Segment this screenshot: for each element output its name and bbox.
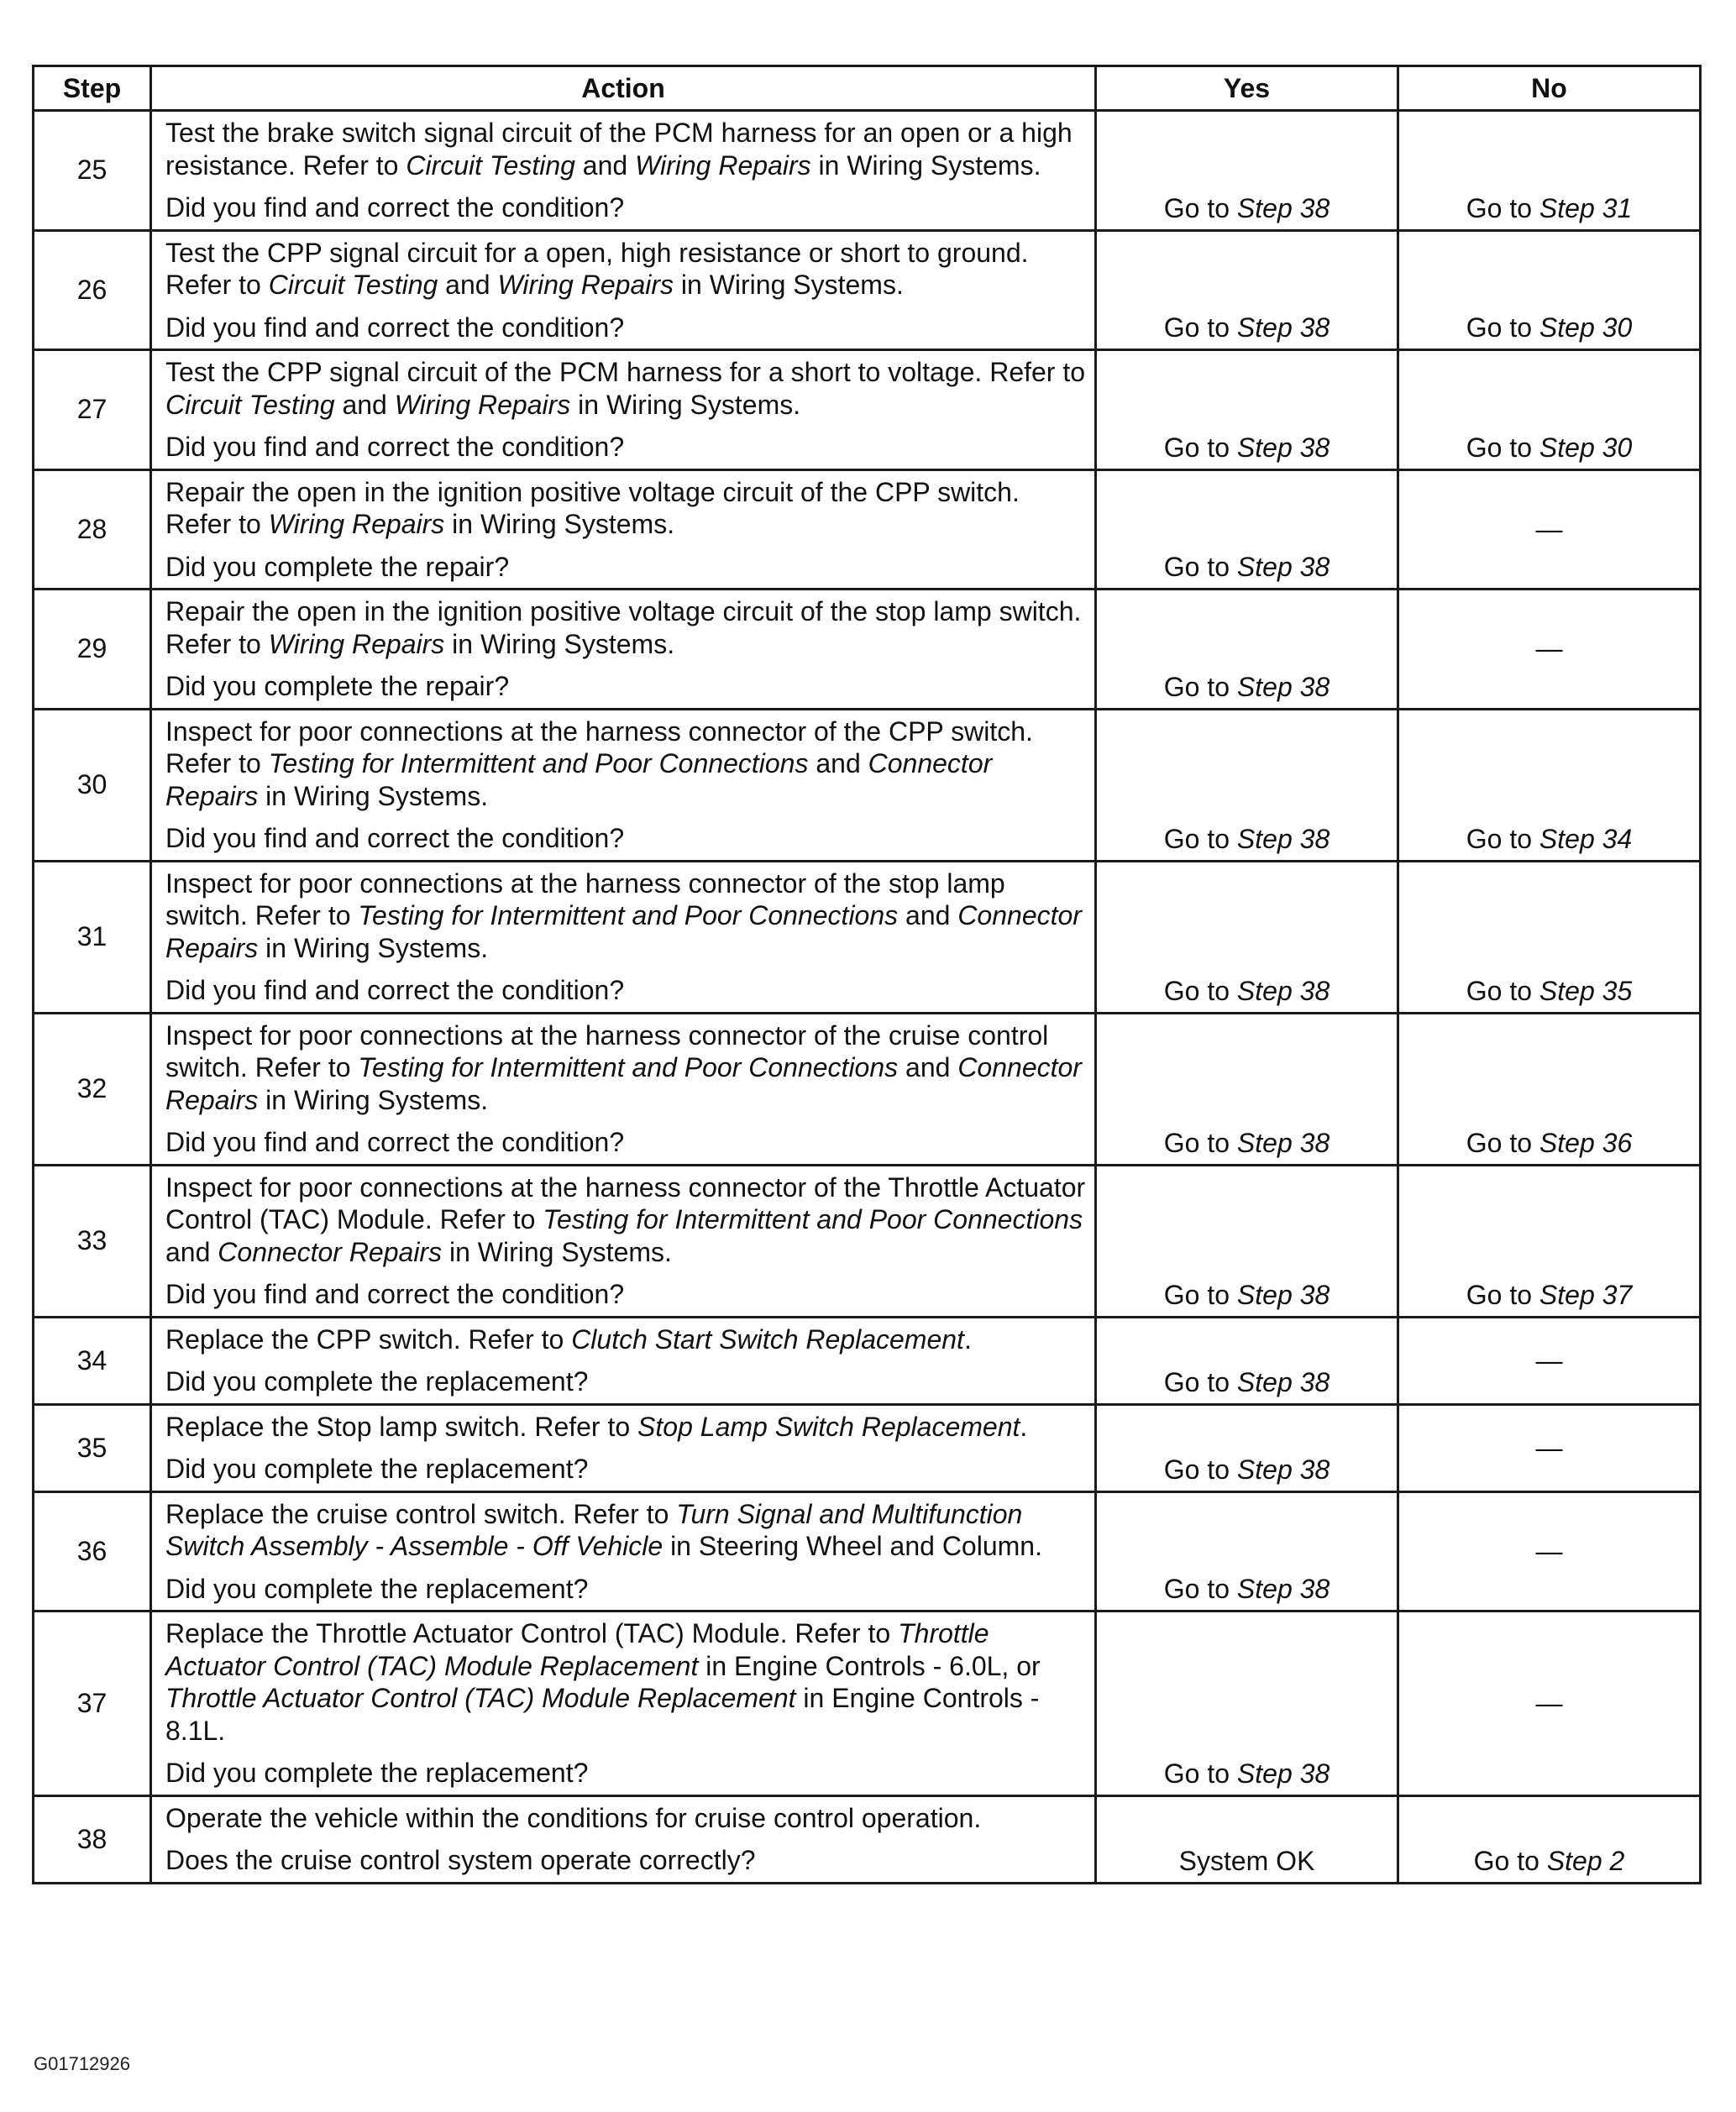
yes-result-text: Go to — [1163, 192, 1237, 223]
yes-result — [1096, 111, 1398, 231]
diagnostic-table — [32, 65, 1702, 1884]
action-text-segment: Replace the CPP switch. Refer to — [165, 1323, 572, 1355]
yes-result-text: Go to — [1163, 1279, 1237, 1310]
yes-result — [1096, 1165, 1398, 1317]
dash-marker: — — [1535, 1344, 1563, 1376]
step-link[interactable]: Step 38 — [1236, 312, 1330, 343]
action-text-segment: in Engine Controls - 6.0L, or — [698, 1650, 1041, 1681]
action-text-segment: and — [898, 1052, 958, 1082]
step-link[interactable]: Step 31 — [1539, 192, 1633, 223]
no-result-text: Go to — [1466, 1127, 1539, 1158]
action-text — [165, 1019, 1088, 1117]
action-cell — [151, 230, 1096, 350]
yes-result-text: Go to — [1163, 552, 1237, 582]
table-body — [34, 111, 1701, 1884]
no-result — [1398, 1404, 1701, 1491]
step-link[interactable]: Step 38 — [1236, 432, 1330, 463]
step-link[interactable]: Step 37 — [1539, 1279, 1633, 1310]
action-cell — [151, 1165, 1096, 1317]
step-number: 27 — [34, 350, 151, 470]
step-link[interactable]: Step 38 — [1236, 1127, 1330, 1158]
step-number: 25 — [34, 111, 151, 231]
no-result — [1398, 1165, 1701, 1317]
action-text — [165, 867, 1088, 965]
table-row — [34, 230, 1701, 350]
reference-link[interactable]: Connector Repairs — [165, 748, 993, 811]
action-question: Did you complete the replacement? — [165, 1758, 589, 1788]
action-text-segment: Operate the vehicle within the conditions for cruise control operation. — [165, 1802, 982, 1833]
action-text — [165, 356, 1088, 421]
step-link[interactable]: Step 38 — [1236, 671, 1330, 702]
reference-link[interactable]: Circuit Testing — [406, 149, 575, 181]
yes-result-text: Go to — [1163, 312, 1237, 343]
reference-link[interactable]: Connector Repairs — [218, 1236, 443, 1267]
table-row — [34, 1795, 1701, 1883]
step-link[interactable]: Step 38 — [1236, 1366, 1330, 1397]
step-link[interactable]: Step 30 — [1539, 432, 1633, 463]
yes-result — [1096, 1317, 1398, 1404]
step-number: 29 — [34, 590, 151, 710]
no-result-text: Go to — [1466, 432, 1539, 463]
action-cell — [151, 1404, 1096, 1491]
yes-result-text: Go to — [1163, 432, 1237, 463]
no-result — [1398, 709, 1701, 861]
action-text — [165, 1617, 1088, 1747]
yes-result-text: Go to — [1163, 1574, 1237, 1604]
action-text — [165, 1498, 1088, 1563]
step-number: 36 — [34, 1491, 151, 1612]
action-text — [165, 715, 1088, 813]
no-result — [1398, 350, 1701, 470]
yes-result-text: Go to — [1163, 975, 1237, 1006]
action-text-segment: Test the CPP signal circuit for a open, high resistance or short to ground. Refer to — [165, 237, 1029, 300]
reference-link[interactable]: Circuit Testing — [268, 270, 438, 300]
reference-link[interactable]: Testing for Intermittent and Poor Connections — [358, 900, 899, 930]
reference-link[interactable]: Wiring Repairs — [268, 509, 445, 539]
header-action: Action — [151, 66, 1096, 111]
step-link[interactable]: Step 38 — [1236, 1454, 1330, 1485]
no-result-text: Go to — [1466, 192, 1539, 223]
no-result — [1398, 1795, 1701, 1883]
action-text-segment: Inspect for poor connections at the harness connector of the CPP switch. Refer to — [165, 715, 1033, 778]
reference-link[interactable]: Connector Repairs — [165, 900, 1082, 963]
step-link[interactable]: Step 38 — [1236, 552, 1330, 582]
action-text — [165, 595, 1088, 660]
no-result — [1398, 469, 1701, 590]
action-text-segment: in Wiring Systems. — [570, 389, 801, 420]
table-row — [34, 1612, 1701, 1796]
action-text-segment: Replace the Throttle Actuator Control (TAC) Module. Refer to — [165, 1618, 899, 1648]
action-text-segment: in Wiring Systems. — [258, 780, 489, 811]
yes-result — [1096, 1795, 1398, 1883]
action-text-segment: in Engine Controls - 8.1L. — [165, 1683, 1040, 1746]
no-result — [1398, 111, 1701, 231]
step-number: 37 — [34, 1612, 151, 1796]
step-link[interactable]: Step 38 — [1236, 975, 1330, 1006]
yes-result — [1096, 1013, 1398, 1165]
action-text-segment: Test the CPP signal circuit of the PCM harness for a short to voltage. Refer to — [165, 357, 1086, 387]
action-text-segment: in Steering Wheel and Column. — [663, 1531, 1042, 1561]
reference-link[interactable]: Testing for Intermittent and Poor Connections — [543, 1204, 1083, 1234]
no-result-text: Go to — [1473, 1845, 1547, 1876]
step-link[interactable]: Step 34 — [1539, 823, 1633, 854]
dash-marker: — — [1535, 1687, 1563, 1718]
reference-link[interactable]: Connector Repairs — [165, 1052, 1082, 1115]
dash-marker: — — [1535, 633, 1563, 664]
reference-link[interactable]: Wiring Repairs — [635, 149, 811, 181]
yes-result — [1096, 861, 1398, 1013]
step-number: 26 — [34, 230, 151, 350]
action-text-segment: Inspect for poor connections at the harness connector of the stop lamp switch. Refer to — [165, 867, 1005, 930]
action-question: Did you find and correct the condition? — [165, 1279, 625, 1309]
action-question: Does the cruise control system operate correctly? — [165, 1845, 756, 1875]
reference-link[interactable]: Clutch Start Switch Replacement — [571, 1323, 964, 1355]
action-text-segment: in Wiring Systems. — [258, 932, 489, 963]
action-cell — [151, 350, 1096, 470]
reference-link[interactable]: Throttle Actuator Control (TAC) Module Replacement — [165, 1618, 989, 1681]
action-text-segment: . — [1020, 1411, 1028, 1442]
action-text — [165, 1323, 1088, 1356]
reference-link[interactable]: Throttle Actuator Control (TAC) Module Replacement — [165, 1683, 796, 1713]
no-result-text: Go to — [1466, 312, 1539, 343]
step-link[interactable]: Step 38 — [1236, 823, 1330, 854]
action-cell — [151, 469, 1096, 590]
no-result — [1398, 1491, 1701, 1612]
action-question: Did you find and correct the condition? — [165, 823, 625, 853]
yes-result-text: Go to — [1163, 1366, 1237, 1397]
action-text-segment: Replace the cruise control switch. Refer to — [165, 1498, 677, 1529]
yes-result — [1096, 230, 1398, 350]
table-row — [34, 590, 1701, 710]
table-row — [34, 709, 1701, 861]
yes-result — [1096, 590, 1398, 710]
step-number: 33 — [34, 1165, 151, 1317]
action-cell — [151, 1491, 1096, 1612]
action-text — [165, 117, 1088, 181]
action-text-segment: in Wiring Systems. — [810, 149, 1041, 181]
action-question: Did you find and correct the condition? — [165, 432, 625, 462]
action-text-segment: and — [334, 389, 395, 420]
yes-result-text: Go to — [1163, 1127, 1237, 1158]
table-row — [34, 350, 1701, 470]
action-question: Did you complete the replacement? — [165, 1454, 589, 1484]
table-header-row — [34, 66, 1701, 111]
yes-result — [1096, 1491, 1398, 1612]
yes-result-text: System OK — [1178, 1845, 1315, 1876]
header-no: No — [1398, 66, 1701, 111]
action-question: Did you complete the repair? — [165, 671, 510, 701]
table-row — [34, 1165, 1701, 1317]
no-result — [1398, 230, 1701, 350]
table-row — [34, 1013, 1701, 1165]
action-question: Did you complete the replacement? — [165, 1573, 589, 1604]
step-number: 28 — [34, 469, 151, 590]
action-cell — [151, 1612, 1096, 1796]
step-link[interactable]: Step 38 — [1236, 1758, 1330, 1789]
table-row — [34, 1317, 1701, 1404]
action-text-segment: Repair the open in the ignition positive voltage circuit of the CPP switch. Refer to — [165, 476, 1020, 539]
step-link[interactable]: Step 35 — [1539, 975, 1633, 1006]
action-cell — [151, 590, 1096, 710]
reference-link[interactable]: Wiring Repairs — [268, 628, 445, 659]
action-text-segment: in Wiring Systems. — [444, 509, 675, 539]
action-question: Did you find and correct the condition? — [165, 192, 625, 223]
no-result — [1398, 861, 1701, 1013]
yes-result-text: Go to — [1163, 1454, 1237, 1485]
reference-link[interactable]: Testing for Intermittent and Poor Connections — [358, 1052, 899, 1082]
yes-result — [1096, 1612, 1398, 1796]
dash-marker: — — [1535, 513, 1563, 544]
dash-marker: — — [1535, 1432, 1563, 1463]
no-result — [1398, 1013, 1701, 1165]
step-link[interactable]: Step 38 — [1236, 192, 1330, 223]
step-number: 34 — [34, 1317, 151, 1404]
action-text — [165, 476, 1088, 541]
action-text-segment: and — [438, 270, 498, 300]
table-row — [34, 111, 1701, 231]
reference-link[interactable]: Wiring Repairs — [497, 270, 674, 300]
table-row — [34, 469, 1701, 590]
action-text-segment: and — [574, 149, 636, 181]
action-text — [165, 237, 1088, 301]
action-question: Did you complete the repair? — [165, 551, 510, 582]
action-text-segment: in Wiring Systems. — [442, 1236, 672, 1267]
action-cell — [151, 1795, 1096, 1883]
yes-result — [1096, 709, 1398, 861]
action-text-segment: . — [963, 1323, 972, 1355]
no-result-text: Go to — [1466, 1279, 1539, 1310]
action-text — [165, 1802, 1088, 1835]
action-cell — [151, 1013, 1096, 1165]
action-question: Did you find and correct the condition? — [165, 975, 625, 1005]
step-link[interactable]: Step 38 — [1236, 1574, 1330, 1604]
no-result-text: Go to — [1466, 823, 1539, 854]
step-number: 35 — [34, 1404, 151, 1491]
action-text — [165, 1171, 1088, 1269]
step-number: 38 — [34, 1795, 151, 1883]
no-result — [1398, 1317, 1701, 1404]
reference-link[interactable]: Stop Lamp Switch Replacement — [637, 1411, 1020, 1442]
header-yes: Yes — [1096, 66, 1398, 111]
no-result — [1398, 590, 1701, 710]
no-result — [1398, 1612, 1701, 1796]
action-text-segment: in Wiring Systems. — [444, 628, 675, 659]
reference-link[interactable]: Turn Signal and Multifunction Switch Assembly - Assemble - Off Vehicle — [165, 1498, 1023, 1561]
no-result-text: Go to — [1466, 975, 1539, 1006]
step-number: 32 — [34, 1013, 151, 1165]
figure-code: G01712926 — [34, 2053, 130, 2074]
yes-result — [1096, 469, 1398, 590]
yes-result-text: Go to — [1163, 823, 1237, 854]
reference-link[interactable]: Testing for Intermittent and Poor Connections — [268, 748, 809, 778]
action-cell — [151, 111, 1096, 231]
action-cell — [151, 709, 1096, 861]
dash-marker: — — [1535, 1535, 1563, 1566]
action-text-segment: and — [898, 900, 958, 930]
action-question: Did you find and correct the condition? — [165, 1127, 625, 1157]
action-text-segment: Inspect for poor connections at the harness connector of the cruise control switch. Refer to — [165, 1019, 1049, 1082]
step-link[interactable]: Step 38 — [1236, 1279, 1330, 1310]
table-row — [34, 861, 1701, 1013]
reference-link[interactable]: Circuit Testing — [165, 389, 335, 420]
table-row — [34, 1491, 1701, 1612]
action-text-segment: Test the brake switch signal circuit of the PCM harness for an open or a high resistance. Refer to — [165, 118, 1073, 181]
action-text-segment: Inspect for poor connections at the harness connector of the Throttle Actuator Control (TAC) Module. Refer to — [165, 1171, 1086, 1234]
step-link[interactable]: Step 2 — [1546, 1845, 1625, 1876]
reference-link[interactable]: Wiring Repairs — [394, 389, 571, 420]
step-number: 31 — [34, 861, 151, 1013]
yes-result-text: Go to — [1163, 1758, 1237, 1789]
action-text-segment: in Wiring Systems. — [258, 1084, 489, 1115]
header-step: Step — [34, 66, 151, 111]
step-link[interactable]: Step 30 — [1539, 312, 1633, 343]
action-text — [165, 1411, 1088, 1444]
yes-result — [1096, 1404, 1398, 1491]
action-question: Did you complete the replacement? — [165, 1366, 589, 1397]
action-cell — [151, 861, 1096, 1013]
action-text-segment: and — [165, 1236, 218, 1267]
step-link[interactable]: Step 36 — [1539, 1127, 1633, 1158]
table-row — [34, 1404, 1701, 1491]
action-cell — [151, 1317, 1096, 1404]
yes-result — [1096, 350, 1398, 470]
action-text-segment: Replace the Stop lamp switch. Refer to — [165, 1411, 638, 1442]
action-question: Did you find and correct the condition? — [165, 312, 625, 343]
action-text-segment: Repair the open in the ignition positive voltage circuit of the stop lamp switch. Refer to — [165, 596, 1082, 659]
action-text-segment: and — [808, 748, 868, 778]
yes-result-text: Go to — [1163, 671, 1237, 702]
action-text-segment: in Wiring Systems. — [674, 270, 904, 300]
step-number: 30 — [34, 709, 151, 861]
